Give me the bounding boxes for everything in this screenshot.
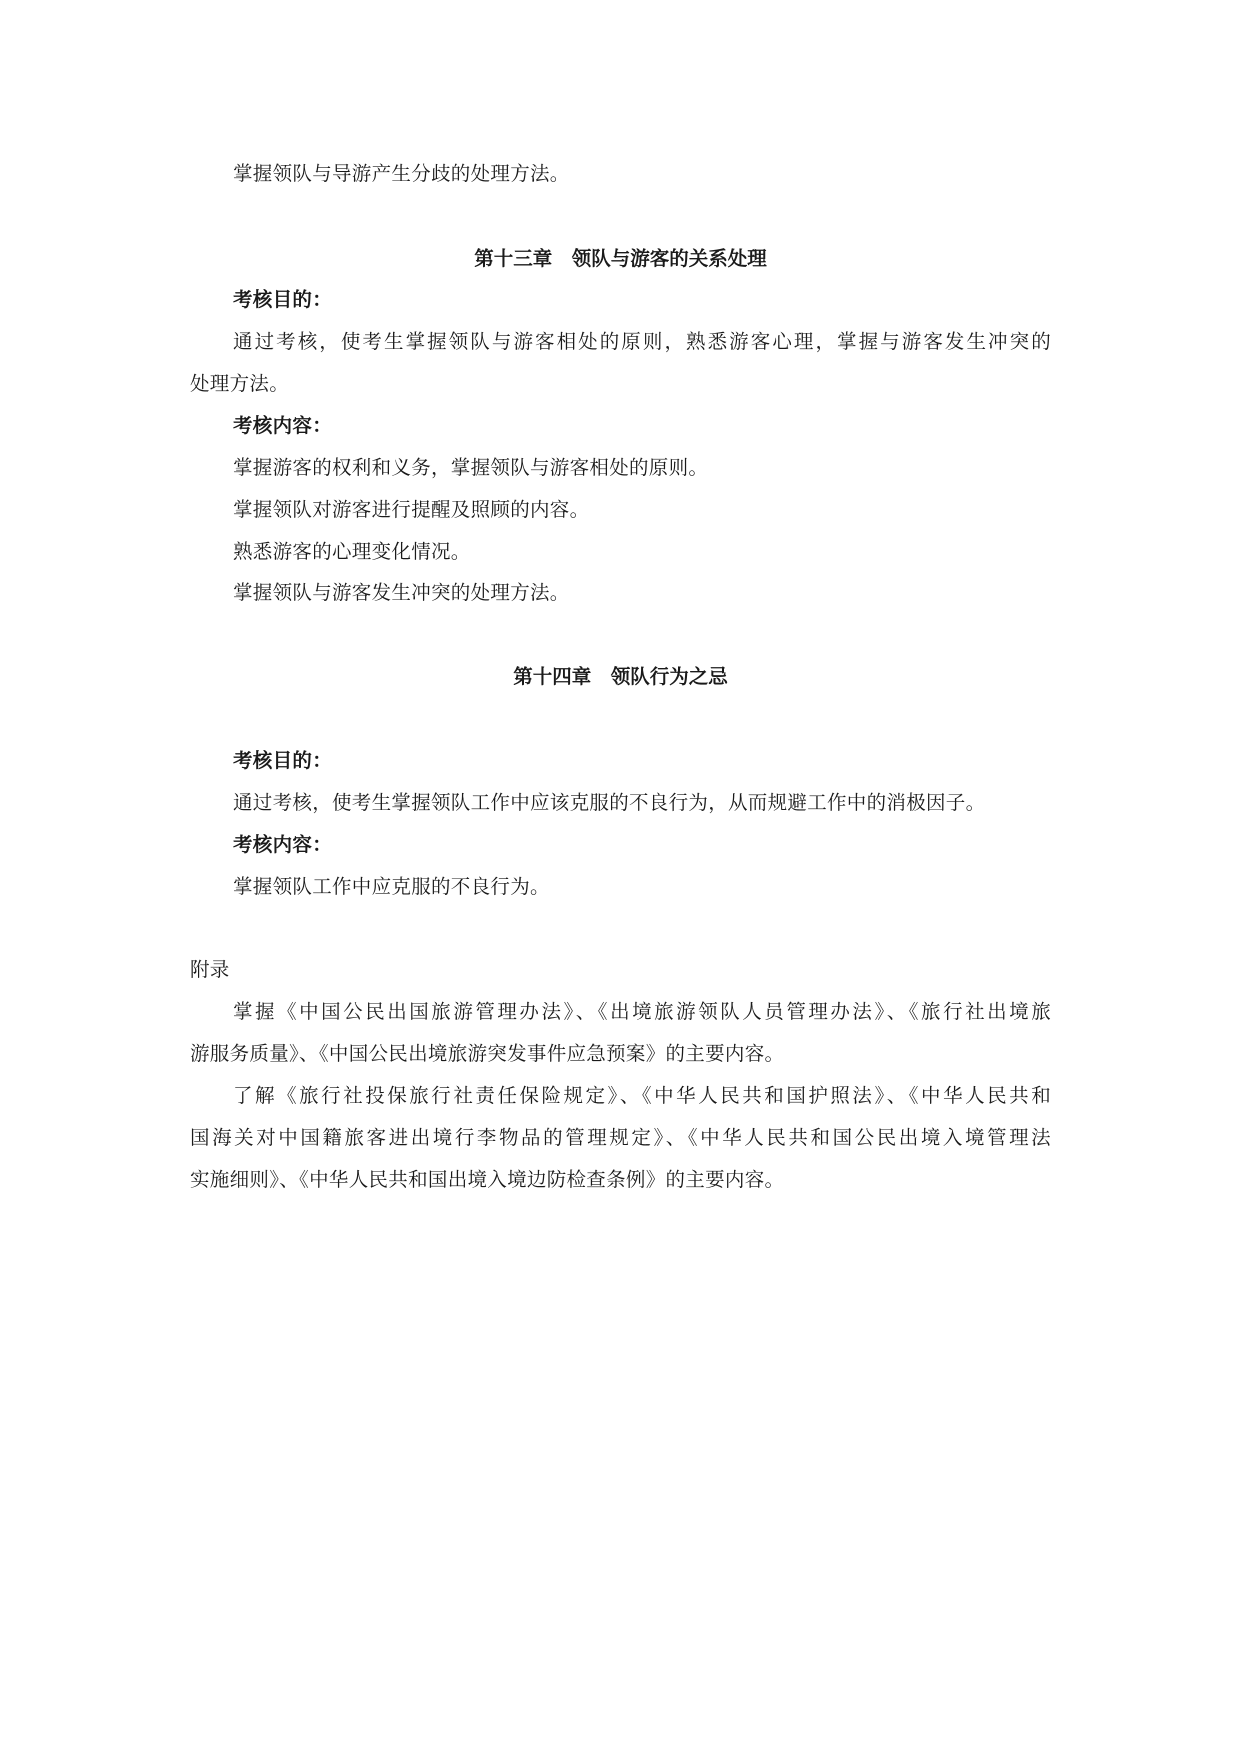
chapter-13-title: 第十三章 领队与游客的关系处理 (474, 247, 767, 270)
ch13-purpose-label: 考核目的： (233, 288, 333, 311)
ch13-purpose-text-line2: 处理方法。 (190, 372, 290, 395)
appendix-para2-line1: 了解《旅行社投保旅行社责任保险规定》、《中华人民共和国护照法》、《中华人民共和 (233, 1084, 1051, 1107)
ch13-content-label: 考核内容： (233, 414, 333, 437)
ch14-purpose-text: 通过考核，使考生掌握领队工作中应该克服的不良行为，从而规避工作中的消极因子。 (233, 791, 986, 814)
ch14-content-item: 掌握领队工作中应克服的不良行为。 (233, 875, 550, 898)
ch14-content-label: 考核内容： (233, 833, 333, 856)
ch13-content-item: 熟悉游客的心理变化情况。 (233, 540, 471, 563)
previous-section-tail: 掌握领队与导游产生分歧的处理方法。 (233, 162, 570, 185)
appendix-title: 附录 (190, 958, 230, 981)
chapter-14-title: 第十四章 领队行为之忌 (513, 665, 728, 688)
ch13-content-item: 掌握游客的权利和义务，掌握领队与游客相处的原则。 (233, 456, 709, 479)
ch13-purpose-text-line1: 通过考核，使考生掌握领队与游客相处的原则，熟悉游客心理，掌握与游客发生冲突的 (233, 330, 1051, 353)
appendix-para1-line2: 游服务质量》、《中国公民出境旅游突发事件应急预案》的主要内容。 (190, 1042, 785, 1065)
ch14-purpose-label: 考核目的： (233, 749, 333, 772)
ch13-content-item: 掌握领队对游客进行提醒及照顾的内容。 (233, 498, 590, 521)
appendix-para1-line1: 掌握《中国公民出国旅游管理办法》、《出境旅游领队人员管理办法》、《旅行社出境旅 (233, 1000, 1051, 1023)
appendix-para2-line3: 实施细则》、《中华人民共和国出境入境边防检查条例》的主要内容。 (190, 1168, 785, 1191)
appendix-para2-line2: 国海关对中国籍旅客进出境行李物品的管理规定》、《中华人民共和国公民出境入境管理法 (190, 1126, 1051, 1149)
ch13-content-item: 掌握领队与游客发生冲突的处理方法。 (233, 581, 570, 604)
